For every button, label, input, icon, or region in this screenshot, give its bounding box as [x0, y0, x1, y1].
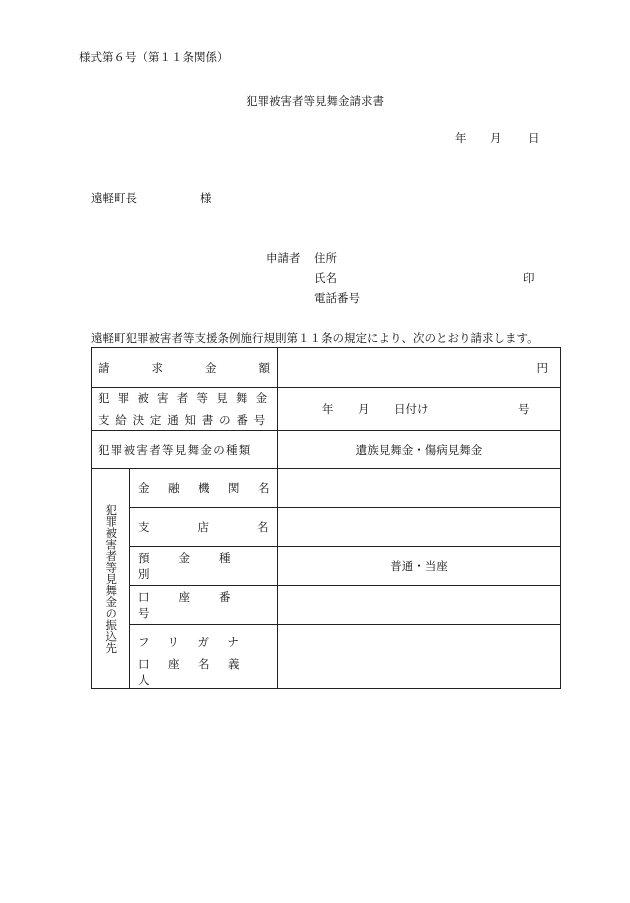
seal-mark: 印 — [523, 271, 535, 285]
request-statement: 遠軽町犯罪被害者等支援条例施行規則第１１条の規定により、次のとおり請求します。 — [91, 331, 539, 345]
amount-label — [98, 348, 312, 387]
account-number-label-text: 口座番号 — [138, 590, 260, 620]
deposit-value: 普通・当座 — [390, 559, 448, 573]
notice-label-line2: 支給決定通知書の番号 — [98, 413, 271, 427]
applicant-label: 申請者 — [266, 251, 301, 265]
applicant-phone-label: 電話番号 — [314, 291, 360, 305]
account-number-field[interactable] — [278, 586, 560, 624]
notice-month: 月 — [358, 402, 370, 416]
transfer-label-text: 犯罪被害者等見舞金の振込先 — [104, 503, 119, 654]
applicant-name-label: 氏名 — [314, 271, 337, 285]
type-value: 遺族見舞金・傷病見舞金 — [355, 442, 483, 457]
document-title: 犯罪被害者等見舞金請求書 — [246, 94, 384, 108]
deposit-type-label — [138, 547, 270, 585]
branch-name-label — [138, 508, 317, 546]
account-number-label — [138, 586, 270, 624]
amount-field[interactable] — [278, 348, 548, 387]
notice-number-label — [98, 388, 276, 430]
bank-name-label — [138, 469, 288, 507]
transfer-destination-label — [92, 469, 129, 688]
notice-number-field[interactable] — [278, 388, 560, 430]
furigana-label — [138, 628, 270, 656]
form-number: 様式第６号（第１１条関係） — [79, 50, 229, 64]
bank-name-field[interactable] — [278, 469, 560, 507]
account-holder-label-text: 口座名義人 — [138, 657, 258, 687]
account-holder-label — [138, 658, 270, 686]
notice-number: 号 — [518, 402, 530, 416]
amount-unit: 円 — [536, 360, 548, 375]
type-label-text: 犯罪被害者等見舞金の種類 — [98, 442, 252, 457]
branch-label-text: 支店名 — [138, 520, 317, 534]
request-form-table — [91, 347, 561, 689]
date-day-label: 日 — [528, 131, 540, 145]
type-field[interactable] — [278, 431, 560, 468]
addressee: 遠軽町長 — [91, 191, 137, 205]
notice-label-line1: 犯罪被害者等見舞金 — [98, 391, 276, 405]
addressee-suffix: 様 — [200, 191, 212, 205]
notice-day: 日付け — [394, 402, 429, 416]
notice-year: 年 — [322, 402, 334, 416]
bank-label-text: 金融機関名 — [138, 481, 288, 495]
deposit-label-text: 預金種別 — [138, 551, 260, 581]
deposit-type-field[interactable] — [278, 547, 560, 585]
furigana-label-text: フリガナ — [138, 635, 258, 649]
type-label — [98, 431, 276, 468]
account-holder-field[interactable] — [278, 625, 560, 688]
branch-name-field[interactable] — [278, 508, 560, 546]
amount-label-text: 請求金額 — [98, 360, 312, 375]
date-year-label: 年 — [455, 131, 467, 145]
applicant-address-label: 住所 — [314, 251, 337, 265]
date-month-label: 月 — [490, 131, 502, 145]
